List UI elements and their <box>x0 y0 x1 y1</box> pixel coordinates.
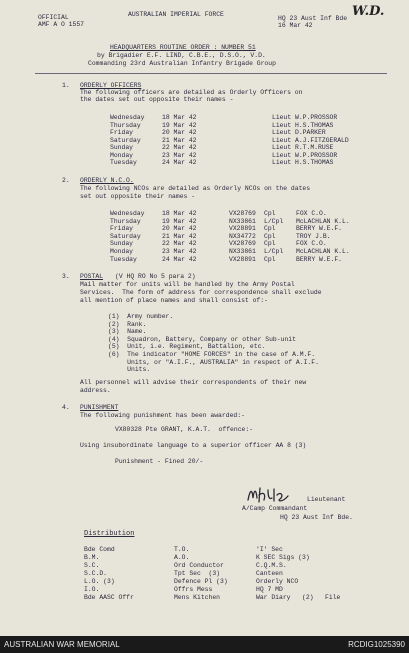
order-title: HEADQUARTERS ROUTINE ORDER : NUMBER 51 <box>110 44 256 51</box>
duty-day: Saturday <box>110 136 141 144</box>
nco-name: TROY J.B. <box>296 232 331 240</box>
distribution-entry: S.C. <box>84 562 100 569</box>
officer-name: Lieut A.J.FITZGERALD <box>272 136 349 144</box>
distribution-heading: Distribution <box>84 530 135 538</box>
duty-day: Thursday <box>110 217 141 225</box>
signature-role: A/Camp Commandant <box>242 505 308 512</box>
officer-name: Lieut W.P.PROSSOR <box>272 151 338 159</box>
section-text: address. <box>80 387 111 394</box>
officer-name: Lieut H.S.THOMAS <box>272 121 334 129</box>
section-text: the dates set out opposite their names - <box>80 96 234 103</box>
section-text: all mention of place names and shall consist of:- <box>80 297 268 304</box>
distribution-entry: Canteen <box>256 570 283 577</box>
duty-date: 23 Mar 42 <box>162 248 197 255</box>
postal-list-item: Units. <box>108 366 151 374</box>
distribution-entry: Tpt Sec (3) <box>174 570 221 577</box>
duty-date: 19 Mar 42 <box>162 217 197 225</box>
distribution-entry: Ord Conductor <box>174 562 224 569</box>
postal-list-item: Units, or "A.I.F., AUSTRALIA" in respect of A.I.F. <box>108 358 319 366</box>
distribution-entry: Bde AASC Offr <box>84 594 134 601</box>
nco-number: VX28891 <box>229 225 256 233</box>
nco-name: FOX C.O. <box>296 240 327 248</box>
distribution-entry: Offrs Mess <box>174 586 213 593</box>
nco-rank: Cpl <box>264 240 276 248</box>
section-number: 1. <box>62 82 70 89</box>
duty-day: Wednesday <box>110 114 145 121</box>
footer-reference: RCDIG1025390 <box>348 640 405 649</box>
duty-day: Friday <box>110 129 134 136</box>
handwritten-signature <box>244 484 290 506</box>
duty-date: 23 Mar 42 <box>162 151 197 159</box>
signature-rank: Lieutenant <box>307 496 346 503</box>
distribution-entry: War Diary (2) File <box>256 594 341 601</box>
distribution-entry: 'I' Sec <box>256 546 283 553</box>
section-text: The following NCOs are detailed as Orderly NCOs on the dates <box>80 185 311 192</box>
officer-name: Lieut D.PARKER <box>272 129 326 136</box>
distribution-entry: T.O. <box>174 546 190 553</box>
nco-rank: Cpl <box>264 232 276 240</box>
duty-date: 20 Mar 42 <box>162 129 197 136</box>
distribution-entry: B.M. <box>84 554 100 561</box>
distribution-entry: C.Q.M.S. <box>256 562 287 569</box>
duty-day: Wednesday <box>110 210 145 217</box>
officer-name: Lieut H.S.THOMAS <box>272 159 334 166</box>
nco-name: BERRY W.E.F. <box>296 255 343 263</box>
duty-date: 22 Mar 42 <box>162 240 197 248</box>
duty-day: Sunday <box>110 240 134 248</box>
postal-list-item: (6) The indicator "HOME FORCES" in the case of A.M.F. <box>108 351 316 358</box>
postal-list-item: (5) Unit, i.e. Regiment, Battalion, etc. <box>108 343 266 351</box>
section-heading-postal: POSTAL <box>80 273 104 280</box>
nco-number: NX33861 <box>229 217 256 225</box>
duty-day: Tuesday <box>110 255 137 263</box>
section-heading-orderly-officers: ORDERLY OFFICERS <box>80 82 142 89</box>
section-text: The following officers are detailed as Orderly Officers on <box>80 89 303 96</box>
postal-list-item: (1) Army number. <box>108 313 174 320</box>
duty-day: Sunday <box>110 144 134 151</box>
nco-name: McLACHLAN K.L. <box>296 217 350 225</box>
signature-unit: HQ 23 Aust Inf Bde. <box>280 514 353 521</box>
header-date: 16 Mar 42 <box>278 22 313 29</box>
order-by-line: by Brigadier E.F. LIND, C.B.E., D.S.O., V.D. <box>97 52 266 59</box>
nco-number: VX28769 <box>229 210 256 217</box>
duty-day: Thursday <box>110 121 141 129</box>
section-heading-orderly-nco: ORDERLY N.C.O. <box>80 177 134 184</box>
duty-date: 20 Mar 42 <box>162 225 197 233</box>
distribution-entry: K SEC Sigs (3) <box>256 554 310 561</box>
header-location: HQ 23 Aust Inf Bde <box>278 15 348 22</box>
section-heading-punishment: PUNISHMENT <box>80 404 119 411</box>
duty-date: 24 Mar 42 <box>162 255 197 263</box>
nco-rank: L/Cpl <box>264 217 284 225</box>
offence-line: Using insubordinate language to a superior officer AA 8 (3) <box>80 442 307 449</box>
offender-line: VX80328 Pte GRANT, K.A.T. offence:- <box>115 426 254 433</box>
award-line: Punishment - Fined 20/- <box>115 458 204 465</box>
distribution-entry: A.O. <box>174 554 190 561</box>
divider <box>35 73 387 74</box>
postal-list-item: (2) Rank. <box>108 320 147 328</box>
nco-number: NX34772 <box>229 232 256 240</box>
section-text: Mail matter for units will be handled by the Army Postal <box>80 281 295 288</box>
distribution-entry: I.O. <box>84 586 100 593</box>
duty-date: 22 Mar 42 <box>162 144 197 151</box>
section-text: Services. The form of address for correspondence shall exclude <box>80 289 322 296</box>
nco-number: NX33861 <box>229 248 256 255</box>
duty-date: 19 Mar 42 <box>162 121 197 129</box>
classification: OFFICIAL <box>38 14 69 21</box>
nco-rank: Cpl <box>264 255 276 263</box>
section-number: 4. <box>62 404 70 411</box>
officer-name: Lieut W.P.PROSSOR <box>272 114 338 121</box>
section-text: The following punishment has been awarded:- <box>80 412 245 419</box>
duty-date: 24 Mar 42 <box>162 159 197 166</box>
nco-name: BERRY W.E.F. <box>296 225 343 233</box>
nco-number: VX28891 <box>229 255 256 263</box>
order-command-line: Commanding 23rd Australian Infantry Brigade Group <box>88 60 276 67</box>
postal-list-item: (3) Name. <box>108 328 147 336</box>
distribution-entry: S.C.D. <box>84 570 108 577</box>
distribution-entry: HQ 7 MD <box>256 586 283 593</box>
duty-date: 21 Mar 42 <box>162 136 197 144</box>
footer-source: AUSTRALIAN WAR MEMORIAL <box>4 640 120 649</box>
duty-date: 21 Mar 42 <box>162 232 197 240</box>
duty-day: Tuesday <box>110 159 137 166</box>
nco-rank: L/Cpl <box>264 248 284 255</box>
section-number: 2. <box>62 177 70 184</box>
duty-date: 18 Mar 42 <box>162 210 197 217</box>
duty-date: 18 Mar 42 <box>162 114 197 121</box>
section-text: set out opposite their names - <box>80 193 196 200</box>
duty-day: Saturday <box>110 232 141 240</box>
nco-rank: Cpl <box>264 210 276 217</box>
distribution-entry: Defence Pl (3) <box>174 578 228 585</box>
duty-day: Monday <box>110 248 134 255</box>
duty-day: Monday <box>110 151 134 159</box>
nco-name: McLACHLAN K.L. <box>296 248 350 255</box>
distribution-entry: Mens Kitchen <box>174 594 221 601</box>
postal-list-item: (4) Squadron, Battery, Company or other Sub-unit <box>108 335 296 343</box>
distribution-entry: Bde Comd <box>84 546 115 553</box>
officer-name: Lieut R.T.M.RUSE <box>272 144 334 151</box>
document-title: AUSTRALIAN IMPERIAL FORCE <box>128 11 224 18</box>
postal-reference: (V HQ RO No 5 para 2) <box>115 273 196 280</box>
duty-day: Friday <box>110 225 134 233</box>
archive-footer <box>0 636 409 653</box>
section-number: 3. <box>62 273 70 280</box>
nco-number: VX28769 <box>229 240 256 248</box>
nco-name: FOX C.O. <box>296 210 327 217</box>
distribution-entry: Orderly NCO <box>256 578 299 585</box>
section-text: All personnel will advise their correspondents of their new <box>80 379 307 386</box>
distribution-entry: L.O. (3) <box>84 578 115 585</box>
amf-reference: AMF A O 1557 <box>38 21 85 28</box>
handwritten-initials: W.D. <box>352 4 385 19</box>
nco-rank: Cpl <box>264 225 276 233</box>
